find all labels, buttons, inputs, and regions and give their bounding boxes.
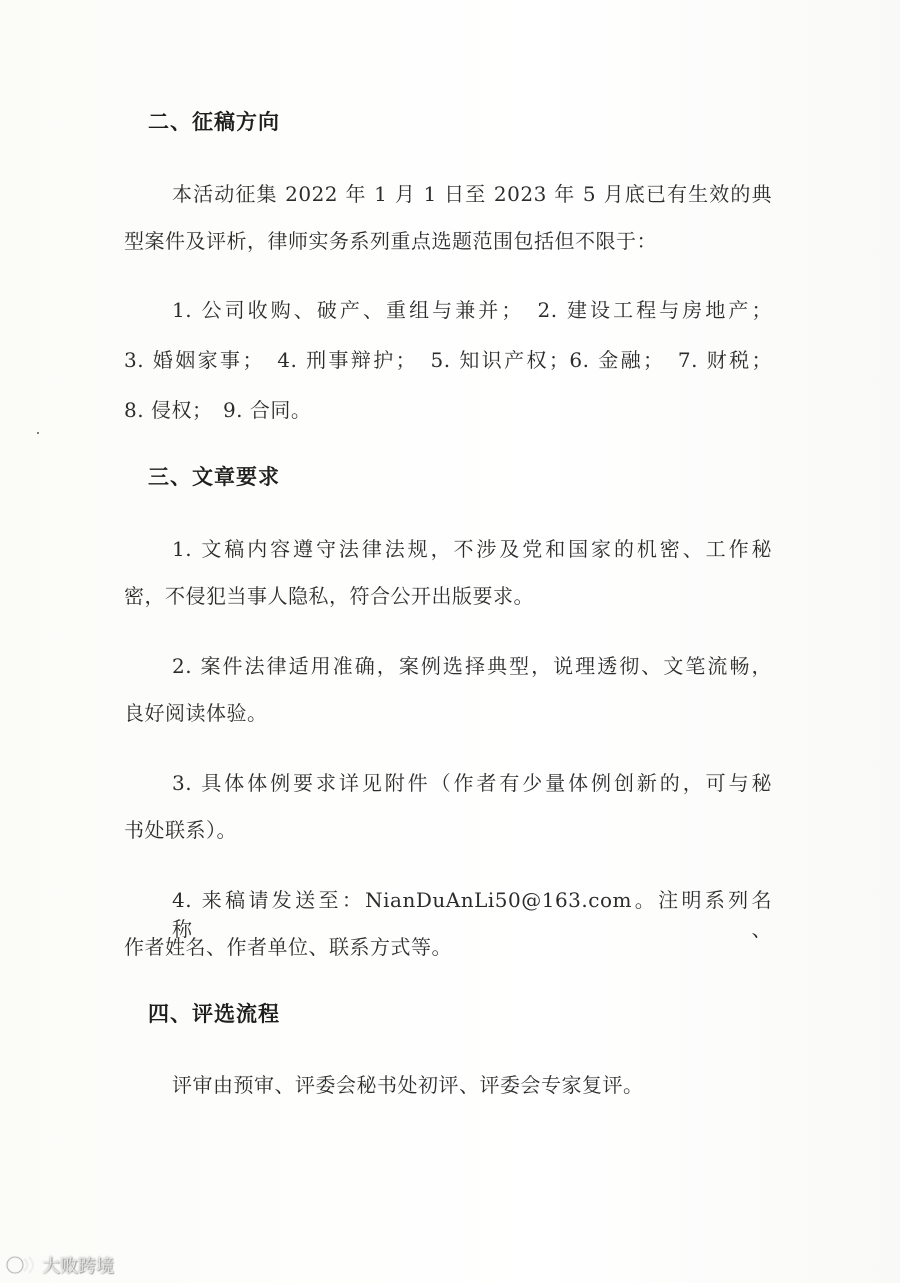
requirement-line: 2. 案件法律适用准确，案例选择典型，说理透彻、文笔流畅，: [172, 654, 772, 678]
requirement-line: 4. 来稿请发送至：NianDuAnLi50@163.com。注明系列名称、: [172, 888, 772, 941]
scan-speck: [37, 432, 39, 434]
requirement-line: 3. 具体体例要求详见附件（作者有少量体例创新的，可与秘: [172, 771, 772, 795]
tagline-logo-icon: [4, 1253, 38, 1277]
topic-list-line: 3. 婚姻家事； 4. 刑事辩护； 5. 知识产权；6. 金融； 7. 财税；: [124, 348, 772, 372]
section-heading-direction: 二、征稿方向: [148, 110, 280, 134]
requirement-line: 密，不侵犯当事人隐私，符合公开出版要求。: [124, 584, 534, 608]
process-line: 评审由预审、评委会秘书处初评、评委会专家复评。: [172, 1073, 644, 1097]
section-heading-process: 四、评选流程: [148, 1002, 280, 1026]
paragraph-line: 型案件及评析，律师实务系列重点选题范围包括但不限于：: [124, 229, 657, 253]
section-heading-requirements: 三、文章要求: [148, 465, 280, 489]
topic-list-line: 8. 侵权； 9. 合同。: [124, 398, 312, 422]
watermark: [4, 1252, 114, 1278]
requirement-line: 作者姓名、作者单位、联系方式等。: [124, 935, 452, 959]
requirement-line: 良好阅读体验。: [124, 701, 268, 725]
requirement-line: 1. 文稿内容遵守法律法规，不涉及党和国家的机密、工作秘: [172, 537, 772, 561]
requirement-line: 书处联系）。: [124, 818, 237, 842]
paragraph-line: 本活动征集 2022 年 1 月 1 日至 2023 年 5 月底已有生效的典: [172, 182, 772, 206]
topic-list-line: 1. 公司收购、破产、重组与兼并； 2. 建设工程与房地产；: [172, 298, 772, 322]
watermark-text: 大败跨境: [42, 1256, 114, 1277]
